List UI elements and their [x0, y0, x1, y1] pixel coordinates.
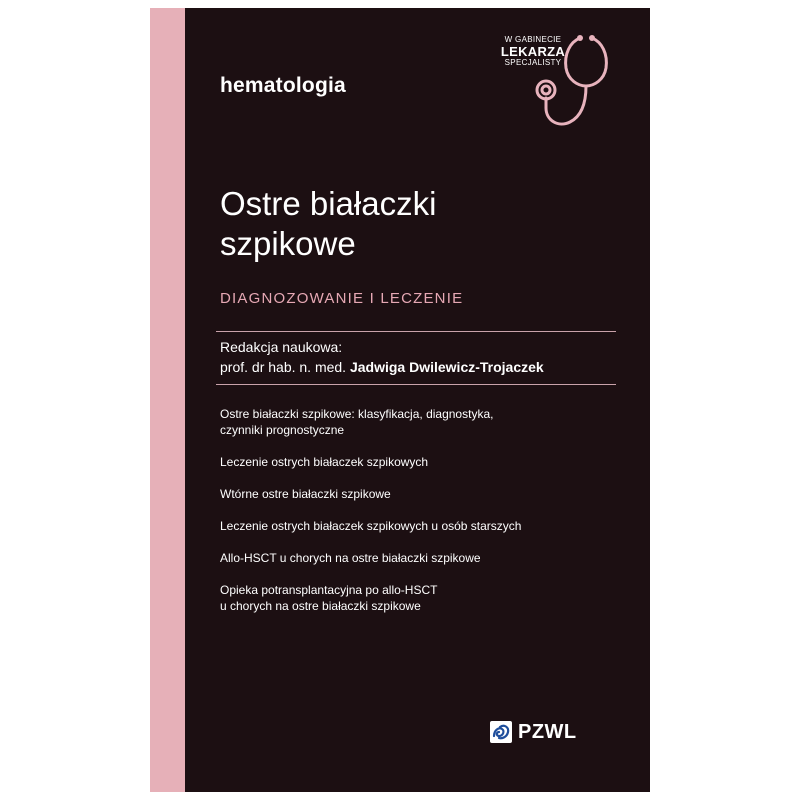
title-line1: Ostre białaczki — [220, 185, 437, 222]
toc-item: Leczenie ostrych białaczek szpikowych u osób starszych — [220, 519, 522, 533]
toc-item: Leczenie ostrych białaczek szpikowych — [220, 455, 429, 469]
table-of-contents — [220, 406, 630, 614]
badge-line2: LEKARZA — [500, 44, 566, 59]
book-cover — [150, 8, 650, 792]
book-subtitle: DIAGNOZOWANIE I LECZENIE — [220, 290, 464, 307]
badge-line3: SPECJALISTY — [504, 58, 562, 67]
publisher-logo — [490, 717, 577, 747]
editor-name: Jadwiga Dwilewicz-Trojaczek — [349, 359, 544, 375]
editor-label: Redakcja naukowa: — [220, 339, 343, 355]
book-title — [220, 184, 436, 264]
pink-spine-band — [150, 8, 185, 792]
badge-line1: W GABINECIE — [504, 35, 562, 44]
badge-text — [496, 36, 570, 67]
title-line2: szpikowe — [220, 225, 356, 262]
series-badge — [496, 24, 616, 144]
toc-item: Opieka potransplantacyjna po allo-HSCT u chorych na ostre białaczki szpikowe — [220, 583, 438, 613]
toc-item: Allo-HSCT u chorych na ostre białaczki szpikowe — [220, 551, 481, 565]
toc-item: Wtórne ostre białaczki szpikowe — [220, 487, 391, 501]
pzwl-logo-icon — [490, 721, 512, 743]
editor-title: prof. dr hab. n. med. — [220, 359, 347, 375]
divider-bottom — [216, 384, 616, 385]
divider-top — [216, 331, 616, 332]
publisher-name: PZWL — [518, 720, 577, 743]
editor-line — [220, 357, 544, 377]
toc-item: Ostre białaczki szpikowe: klasyfikacja, diagnostyka, czynniki prognostyczne — [220, 407, 494, 437]
series-label: hematologia — [220, 74, 346, 97]
editor-block — [220, 337, 544, 377]
